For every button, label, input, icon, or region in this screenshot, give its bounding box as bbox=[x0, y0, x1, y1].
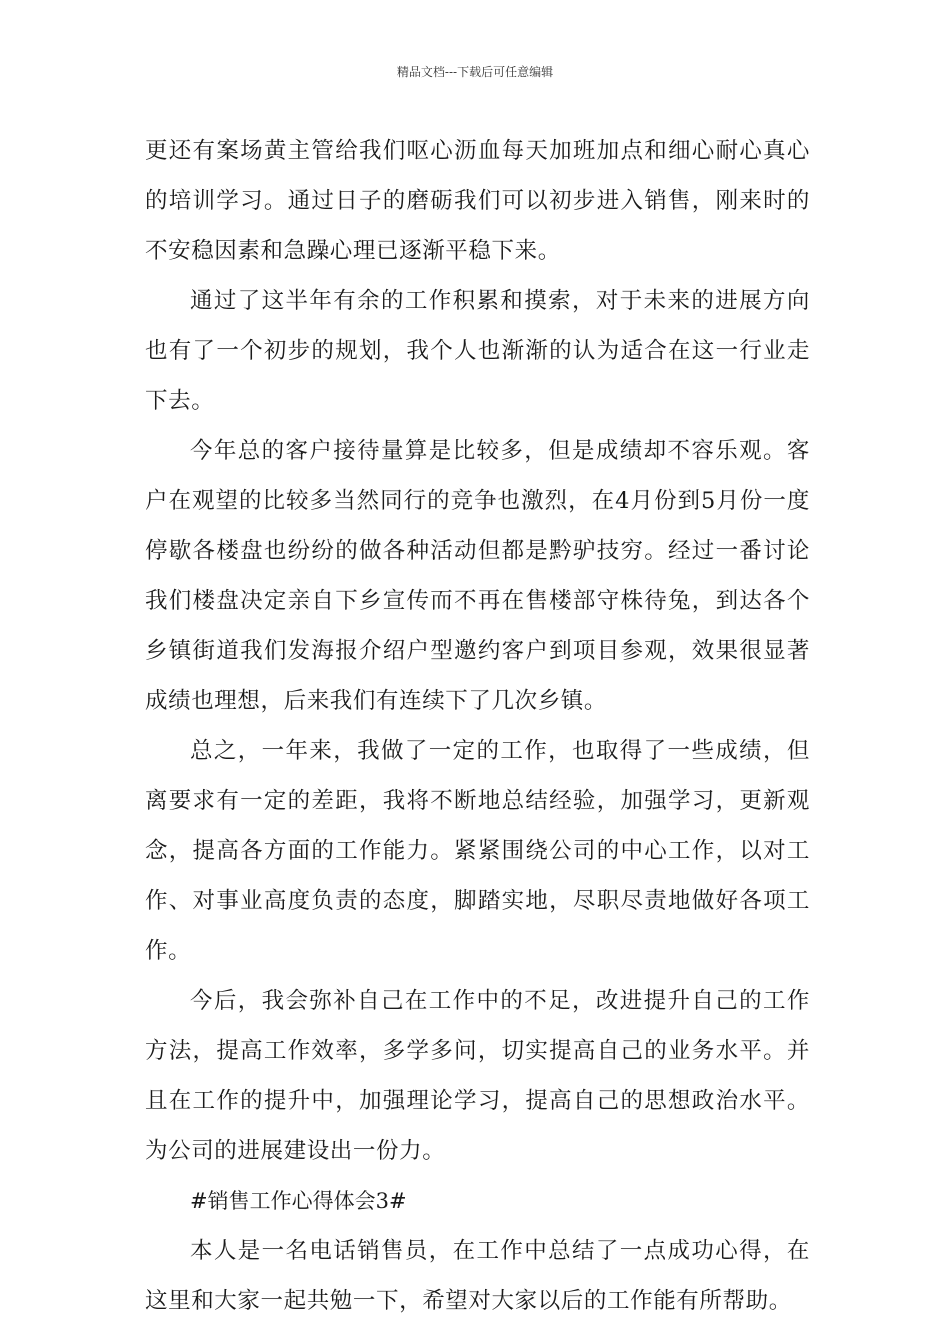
document-body bbox=[145, 126, 810, 1326]
paragraph: 今后，我会弥补自己在工作中的不足，改进提升自己的工作方法，提高工作效率，多学多问，切实提高自己的业务水平。并且在工作的提升中，加强理论学习，提高自己的思想政治水平。为公司的进展建设出一份力。 bbox=[145, 988, 810, 1164]
paragraph-continuation: 更还有案场黄主管给我们呕心沥血每天加班加点和细心耐心真心的培训学习。通过日子的磨砺我们可以初步进入销售，刚来时的不安稳因素和急躁心理已逐渐平稳下来。 bbox=[145, 138, 810, 264]
section-heading: #销售工作心得体会3# bbox=[190, 1189, 407, 1213]
paragraph: 本人是一名电话销售员，在工作中总结了一点成功心得，在这里和大家一起共勉一下，希望对大家以后的工作能有所帮助。 bbox=[145, 1238, 810, 1314]
paragraph: 今年总的客户接待量算是比较多，但是成绩却不容乐观。客户在观望的比较多当然同行的竞争也激烈，在4月份到5月份一度停歇各楼盘也纷纷的做各种活动但都是黔驴技穷。经过一番讨论我们楼盘决定亲自下乡宣传而不再在售楼部守株待兔，到达各个乡镇街道我们发海报介绍户型邀约客户到项目参观，效果很显著成绩也理想，后来我们有连续下了几次乡镇。 bbox=[145, 438, 810, 714]
paragraph: 通过了这半年有余的工作积累和摸索，对于未来的进展方向也有了一个初步的规划，我个人也渐渐的认为适合在这一行业走下去。 bbox=[145, 288, 810, 414]
page-header: 精品文档---下载后可任意编辑 bbox=[396, 65, 554, 79]
paragraph: 总之，一年来，我做了一定的工作，也取得了一些成绩，但离要求有一定的差距，我将不断地总结经验，加强学习，更新观念，提高各方面的工作能力。紧紧围绕公司的中心工作，以对工作、对事业高度负责的态度，脚踏实地，尽职尽责地做好各项工作。 bbox=[145, 738, 810, 964]
